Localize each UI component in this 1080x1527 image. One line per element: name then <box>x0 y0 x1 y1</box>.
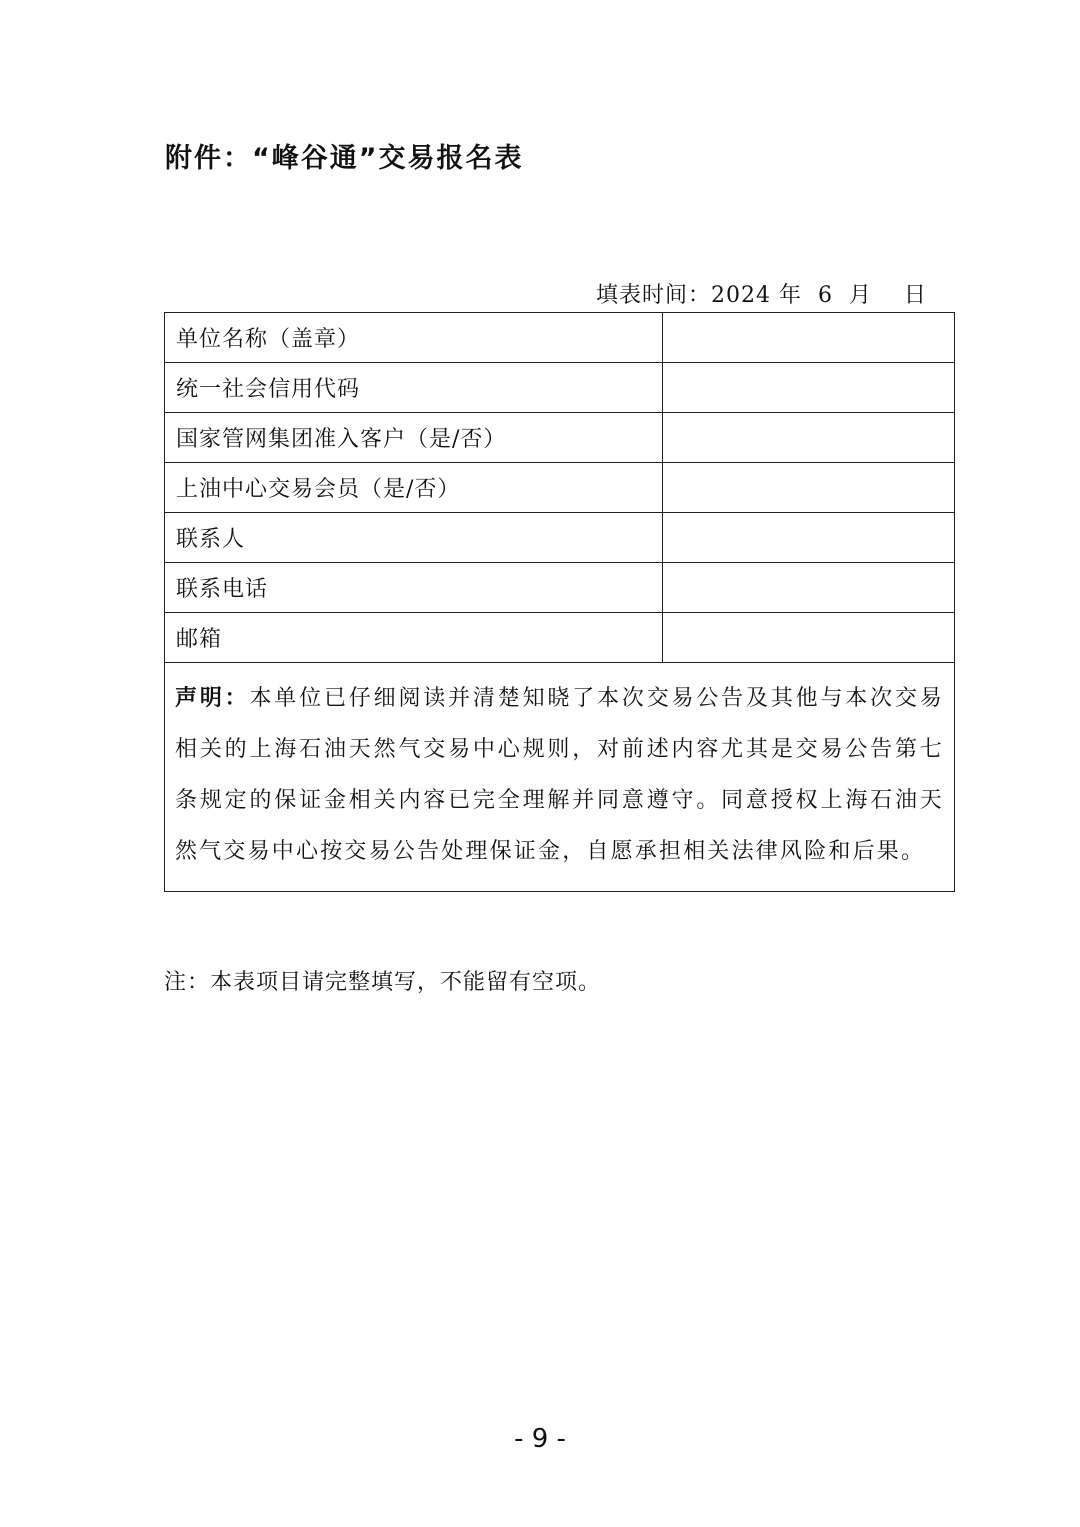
contact-person-field[interactable] <box>663 513 955 563</box>
credit-code-field[interactable] <box>663 363 955 413</box>
contact-phone-field[interactable] <box>663 563 955 613</box>
exchange-member-label: 上油中心交易会员（是/否） <box>165 463 663 513</box>
email-label: 邮箱 <box>165 613 663 663</box>
table-row <box>165 563 955 613</box>
email-field[interactable] <box>663 613 955 663</box>
fill-date: 填表时间：2024 年 6 月 日 <box>596 283 927 308</box>
unit-name-label: 单位名称（盖章） <box>165 313 663 363</box>
table-row <box>165 513 955 563</box>
table-row <box>165 463 955 513</box>
page-number: - 9 - <box>514 1424 566 1454</box>
unit-name-field[interactable] <box>663 313 955 363</box>
pipeline-client-field[interactable] <box>663 413 955 463</box>
contact-person-label: 联系人 <box>165 513 663 563</box>
form-note: 注：本表项目请完整填写，不能留有空项。 <box>164 970 602 995</box>
exchange-member-field[interactable] <box>663 463 955 513</box>
declaration-row <box>165 663 955 892</box>
contact-phone-label: 联系电话 <box>165 563 663 613</box>
table-row <box>165 313 955 363</box>
declaration <box>165 663 955 892</box>
table-row <box>165 363 955 413</box>
pipeline-client-label: 国家管网集团准入客户（是/否） <box>165 413 663 463</box>
table-row <box>165 613 955 663</box>
page-title: 附件：“峰谷通”交易报名表 <box>165 143 524 174</box>
table-row <box>165 413 955 463</box>
declaration-text: 本单位已仔细阅读并清楚知晓了本次交易公告及其他与本次交易相关的上海石油天然气交易中心规则，对前述内容尤其是交易公告第七条规定的保证金相关内容已完全理解并同意遵守。同意授权上海石油天然气交易中心按交易公告处理保证金，自愿承担相关法律风险和后果。 <box>175 686 944 864</box>
registration-form-table <box>164 312 955 892</box>
declaration-heading: 声明： <box>175 686 250 711</box>
credit-code-label: 统一社会信用代码 <box>165 363 663 413</box>
